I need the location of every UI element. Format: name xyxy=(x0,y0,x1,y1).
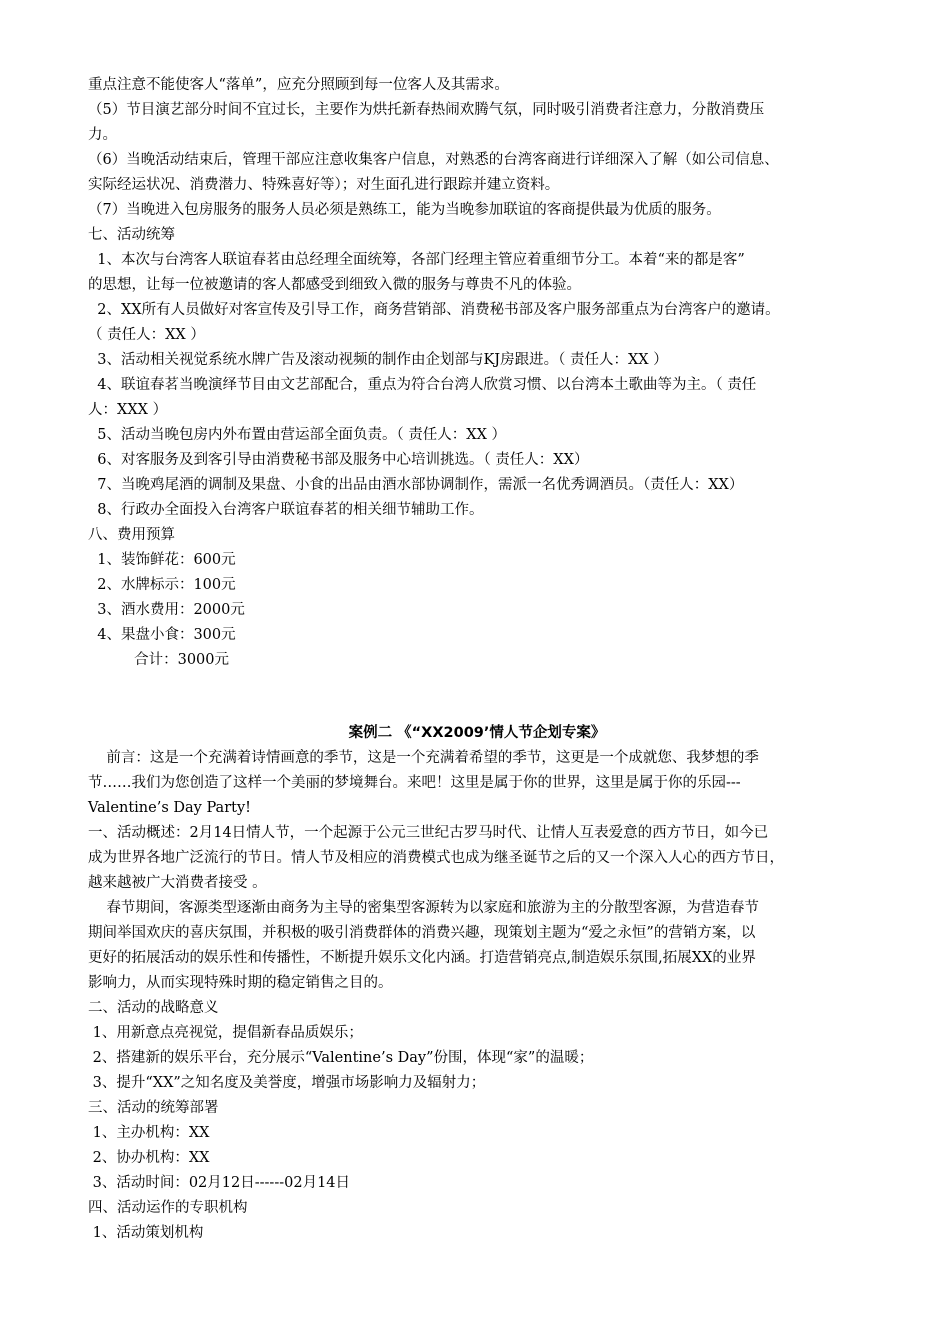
section-heading: 1、用新意点亮视觉，提倡新春品质娱乐； xyxy=(88,1025,363,1041)
text-line: （ 责任人：XX ） xyxy=(88,327,205,343)
budget-item: 2、水牌标示：100元 xyxy=(88,577,236,593)
list-item: 2、搭建新的娱乐平台，充分展示“Valentine’s Day”份围，体现“家”的温暖； xyxy=(88,1050,594,1066)
text-line: 6、对客服务及到客引导由消费秘书部及服务中心培训挑选。（ 责任人：XX） xyxy=(88,452,589,468)
text-line: 7、当晚鸡尾酒的调制及果盘、小食的出品由酒水部协调制作，需派一名优秀调酒员。（责任人：XX） xyxy=(88,477,744,493)
text-line: （7）当晚进入包房服务的服务人员必须是熟练工，能为当晚参加联谊的客商提供最为优质的服务。 xyxy=(88,202,721,218)
list-item: 四、活动运作的专职机构 xyxy=(88,1200,248,1216)
section-heading: 1、主办机构：XX xyxy=(88,1125,210,1141)
text-line: （6）当晚活动结束后，管理干部应注意收集客户信息，对熟悉的台湾客商进行详细深入了解（如公司信息、 xyxy=(88,152,779,168)
text-line: 2、XX所有人员做好对客宣传及引导工作，商务营销部、消费秘书部及客户服务部重点为台湾客户的邀请。 xyxy=(88,302,780,318)
list-item: 3、提升“XX”之知名度及美誉度，增强市场影响力及辐射力； xyxy=(88,1075,486,1091)
case-title: 案例二 《“XX2009’情人节企划专案》 xyxy=(348,725,606,741)
text-line: 的思想，让每一位被邀请的客人都感受到细致入微的服务与尊贵不凡的体验。 xyxy=(88,277,581,293)
section-heading: 七、活动统筹 xyxy=(88,227,175,243)
text-line: （5）节目演艺部分时间不宜过长，主要作为烘托新春热闹欢腾气氛，同时吸引消费者注意力，分散消费压 xyxy=(88,102,765,118)
text-line: 4、联谊春茗当晚演绎节目由文艺部配合，重点为符合台湾人欣赏习惯、以台湾本土歌曲等为主。（ 责任 xyxy=(88,377,757,393)
text-line: 1、本次与台湾客人联谊春茗由总经理全面统筹，各部门经理主管应着重细节分工。本着“来的都是客” xyxy=(88,252,745,268)
text-line: 3、活动相关视觉系统水牌广告及滚动视频的制作由企划部与KJ房跟进。（ 责任人：XX ） xyxy=(88,352,668,368)
text-line: 越来越被广大消费者接受 。 xyxy=(88,875,267,891)
text-line: 重点注意不能使客人“落单”，应充分照顾到每一位客人及其需求。 xyxy=(88,77,509,93)
text-line: 春节期间，客源类型逐渐由商务为主导的密集型客源转为以家庭和旅游为主的分散型客源，为营造春节 xyxy=(88,900,759,916)
text-line: 一、活动概述：2月14日情人节，一个起源于公元三世纪古罗马时代、让情人互表爱意的西方节日，如今已 xyxy=(88,825,769,841)
text-line: 节……我们为您创造了这样一个美丽的梦境舞台。来吧！这里是属于你的世界，这里是属于你的乐园--- xyxy=(88,775,741,791)
text-line: 8、行政办全面投入台湾客户联谊春茗的相关细节辅助工作。 xyxy=(88,502,484,518)
text-line: 力。 xyxy=(88,127,117,143)
budget-item: 3、酒水费用：2000元 xyxy=(88,602,245,618)
section-heading: 八、费用预算 xyxy=(88,527,175,543)
text-line: 5、活动当晚包房内外布置由营运部全面负责。（ 责任人：XX ） xyxy=(88,427,507,443)
text-line: 前言：这是一个充满着诗情画意的季节，这是一个充满着希望的季节，这更是一个成就您、我梦想的季 xyxy=(88,750,759,766)
text-line: 实际经运状况、消费潜力、特殊喜好等）；对生面孔进行跟踪并建立资料。 xyxy=(88,177,560,193)
text-line: 人：XXX ） xyxy=(88,402,168,418)
text-line: Valentine’s Day Party! xyxy=(88,800,251,816)
text-line: 期间举国欢庆的喜庆氛围，并积极的吸引消费群体的消费兴趣，现策划主题为“爱之永恒”的营销方案，以 xyxy=(88,925,756,941)
budget-total: 合计：3000元 xyxy=(88,652,229,668)
text-line: 二、活动的战略意义 xyxy=(88,1000,219,1016)
list-item: 2、协办机构：XX xyxy=(88,1150,210,1166)
budget-item: 1、装饰鲜花：600元 xyxy=(88,552,236,568)
section-heading: 1、活动策划机构 xyxy=(88,1225,204,1241)
list-item: 3、活动时间：02月12日------02月14日 xyxy=(88,1175,351,1191)
list-item: 三、活动的统筹部署 xyxy=(88,1100,219,1116)
text-line: 成为世界各地广泛流行的节日。情人节及相应的消费模式也成为继圣诞节之后的又一个深入人心的西方节日， xyxy=(88,850,784,866)
list-item xyxy=(88,1249,888,1267)
text-line: 更好的拓展活动的娱乐性和传播性，不断提升娱乐文化内涵。打造营销亮点,制造娱乐氛围,拓展XX的业界 xyxy=(88,950,756,966)
budget-item: 4、果盘小食：300元 xyxy=(88,627,236,643)
text-line: 影响力，从而实现特殊时期的稳定销售之目的。 xyxy=(88,975,393,991)
